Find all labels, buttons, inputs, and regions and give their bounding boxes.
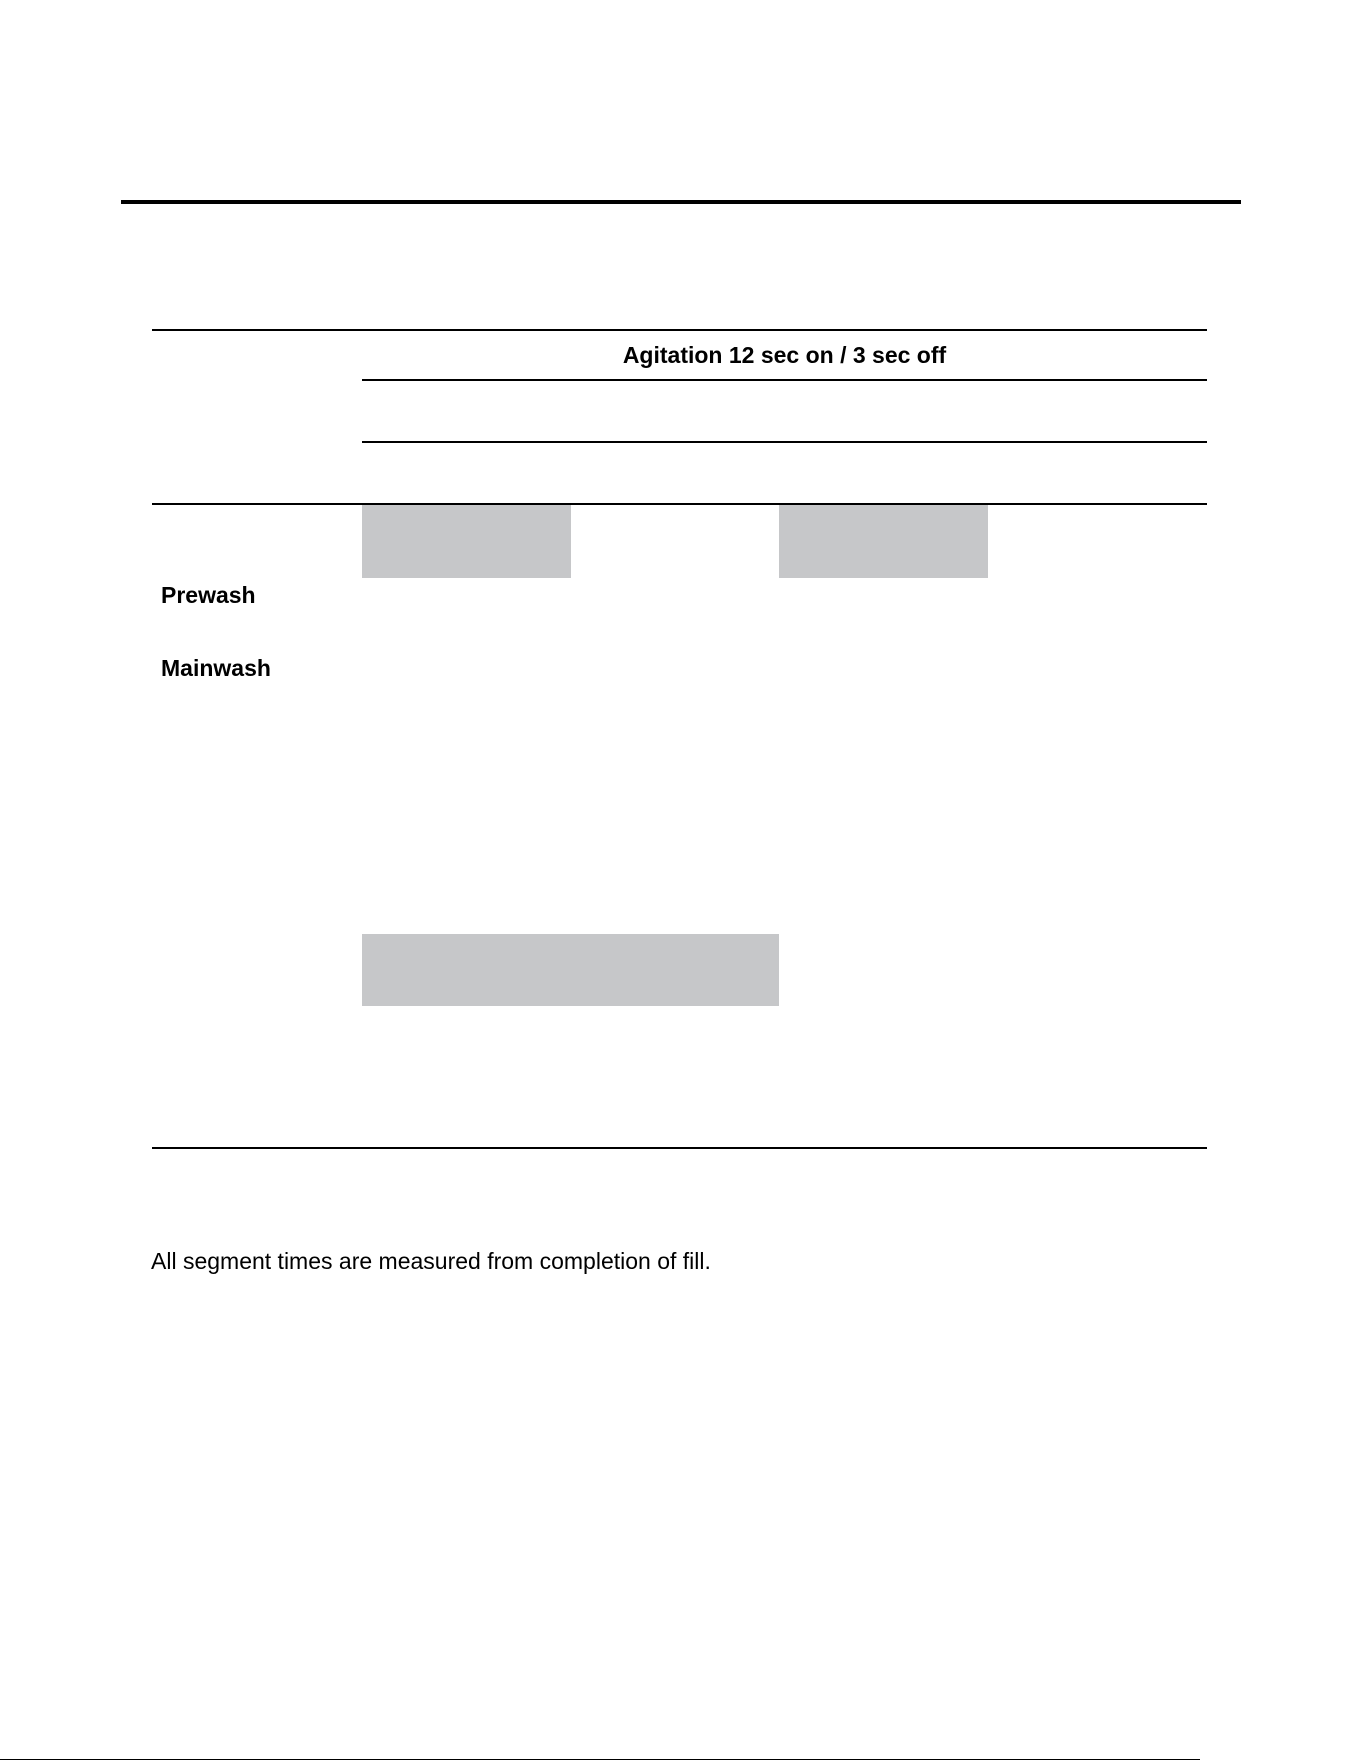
footnote: All segment times are measured from completion of fill. [151,1248,711,1274]
row-label-mainwash: Mainwash [161,655,271,681]
page-bottom-rule [0,1759,1200,1760]
agitation-header: Agitation 12 sec on / 3 sec off [622,342,947,368]
shaded-cell-prewash-col1 [362,505,571,578]
header-rule-2 [362,441,1207,443]
shaded-cell-lower-span [362,934,779,1006]
header-rule-1 [362,379,1207,381]
table-top-rule-left [152,329,362,331]
shaded-cell-prewash-col3 [779,505,988,578]
row-label-prewash: Prewash [161,582,256,608]
table-bottom-rule [152,1147,1207,1149]
table-top-rule-right [362,329,1207,331]
header-bottom-rule [152,503,1207,505]
page-top-rule [121,200,1241,204]
